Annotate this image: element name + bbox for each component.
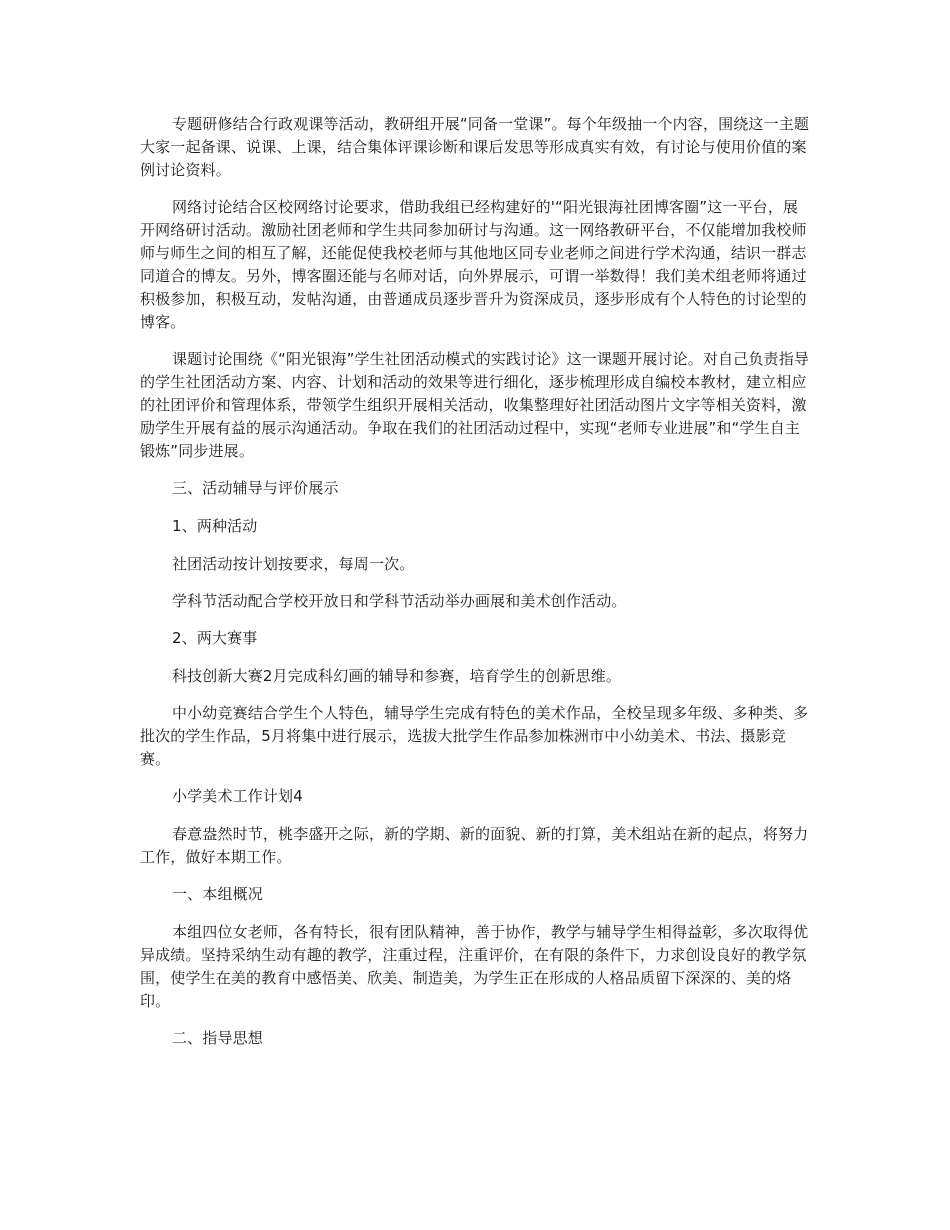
document-body: [140, 113, 812, 1065]
paragraph-topic-discussion: 课题讨论围绕《“阳光银海”学生社团活动模式的实践讨论》这一课题开展讨论。对自己负责指导的学生社团活动方案、内容、计划和活动的效果等进行细化，逐步梳理形成自编校本教材，建立相应的社团评价和管理体系，带领学生组织开展相关活动，收集整理好社团活动图片文字等相关资料，激励学生开展有益的展示沟通活动。争取在我们的社团活动过程中，实现“老师专业进展”和“学生自主锻炼”同步进展。: [140, 350, 809, 460]
section-heading-guiding-ideology: 二、指导思想: [172, 1029, 263, 1047]
section-heading-overview: 一、本组概况: [172, 885, 263, 903]
paragraph-club-activities: 社团活动按计划按要求，每周一次。: [172, 555, 415, 573]
paragraph-network-discussion: 网络讨论结合区校网络讨论要求，借助我组已经构建好的'“阳光银海社团博客圈”这一平台，展开网络研讨活动。激励社团老师和学生共同参加研讨与沟通。这一网络教研平台，不仅能增加我校师师与师生之间的相互了解，还能促使我校老师与其他地区同专业老师之间进行学术沟通，结识一群志同道合的博友。另外，博客圈还能与名师对话，向外界展示，可谓一举数得！我们美术组老师将通过积极参加，积极互动，发帖沟通，由普通成员逐步晋升为资深成员，逐步形成有个人特色的讨论型的博客。: [140, 198, 807, 331]
section-heading-activities: 三、活动辅导与评价展示: [172, 479, 339, 497]
paragraph-spring-intro: 春意盎然时节，桃李盛开之际，新的学期、新的面貌、新的打算，美术组站在新的起点，将努力工作，做好本期工作。: [140, 825, 809, 866]
paragraph-special-research: 专题研修结合行政观课等活动，教研组开展“同备一堂课”。每个年级抽一个内容，围绕这一主题大家一起备课、说课、上课，结合集体评课诊断和课后发思等形成真实有效，有讨论与使用价值的案例讨论资料。: [140, 115, 809, 179]
subheading-two-activities: 1、两种活动: [172, 517, 258, 535]
document-section-title: 小学美术工作计划4: [172, 787, 303, 805]
paragraph-school-competition: 中小幼竞赛结合学生个人特色，辅导学生完成有特色的美术作品，全校呈现多年级、多种类、多批次的学生作品，5月将集中进行展示，选拔大批学生作品参加株洲市中小幼美术、书法、摄影竞赛。: [140, 704, 809, 768]
paragraph-tech-innovation: 科技创新大赛2月完成科幻画的辅导和参赛，培育学生的创新思维。: [172, 667, 622, 685]
paragraph-group-overview: 本组四位女老师，各有特长，很有团队精神，善于协作，教学与辅导学生相得益彰，多次取得优异成绩。坚持采纳生动有趣的教学，注重过程，注重评价，在有限的条件下，力求创设良好的教学氛围，使学生在美的教育中感悟美、欣美、制造美，为学生正在形成的人格品质留下深深的、美的烙印。: [140, 923, 809, 1010]
subheading-two-competitions: 2、两大赛事: [172, 629, 258, 647]
paragraph-subject-festival: 学科节活动配合学校开放日和学科节活动举办画展和美术创作活动。: [172, 592, 627, 610]
